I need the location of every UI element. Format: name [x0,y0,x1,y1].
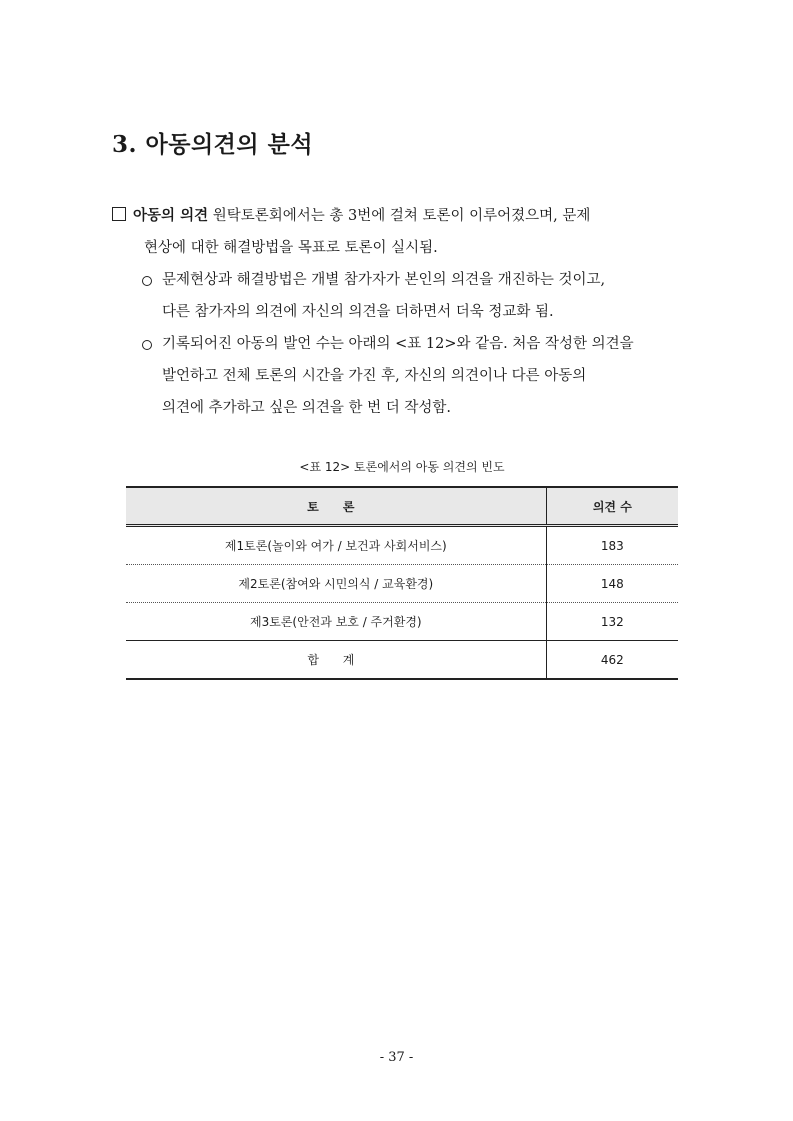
paragraph-line: 현상에 대한 해결방법을 목표로 토론이 실시됨. [144,240,438,256]
table-cell-count: 148 [546,565,678,603]
body-text [112,200,692,424]
table-row [126,565,678,603]
table-total-row [126,641,678,680]
header-discussion: 토 론 [126,487,546,526]
total-value: 462 [546,641,678,680]
bullet-item [112,264,692,296]
checkbox-square-icon [112,207,126,221]
table-cell-discussion: 제1토론(놀이와 여가 / 보건과 사회서비스) [126,526,546,565]
header-count: 의견 수 [546,487,678,526]
bullet-continuation: 발언하고 전체 토론의 시간을 가진 후, 자신의 의견이나 다른 아동의 [162,368,587,384]
table-header-row [126,487,678,526]
bullet-item [112,328,692,360]
table-cell-discussion: 제2토론(참여와 시민의식 / 교육환경) [126,565,546,603]
frequency-table [126,486,678,680]
page-number: - 37 - [379,1050,414,1065]
circle-bullet-icon [142,276,152,286]
bullet-continuation: 다른 참가자의 의견에 자신의 의견을 더하면서 더욱 정교화 됨. [162,304,554,320]
bullet-text: 기록되어진 아동의 발언 수는 아래의 <표 12>와 같음. 처음 작성한 의견을 [162,336,634,352]
table-cell-count: 183 [546,526,678,565]
table-cell-count: 132 [546,603,678,641]
table-cell-discussion: 제3토론(안전과 보호 / 주거환경) [126,603,546,641]
paragraph-heading: 아동의 의견 [133,207,209,224]
section-title: 3. 아동의견의 분석 [112,131,314,158]
table-caption: <표 12> 토론에서의 아동 의견의 빈도 [299,460,505,474]
total-label: 합 계 [126,641,546,680]
circle-bullet-icon [142,340,152,350]
bullet-continuation: 의견에 추가하고 싶은 의견을 한 번 더 작성함. [162,400,451,416]
table-row [126,526,678,565]
paragraph-text: 원탁토론회에서는 총 3번에 걸쳐 토론이 이루어졌으며, 문제 [212,208,591,224]
bullet-text: 문제현상과 해결방법은 개별 참가자가 본인의 의견을 개진하는 것이고, [162,272,606,288]
paragraph-line [112,200,692,232]
table-row [126,603,678,641]
